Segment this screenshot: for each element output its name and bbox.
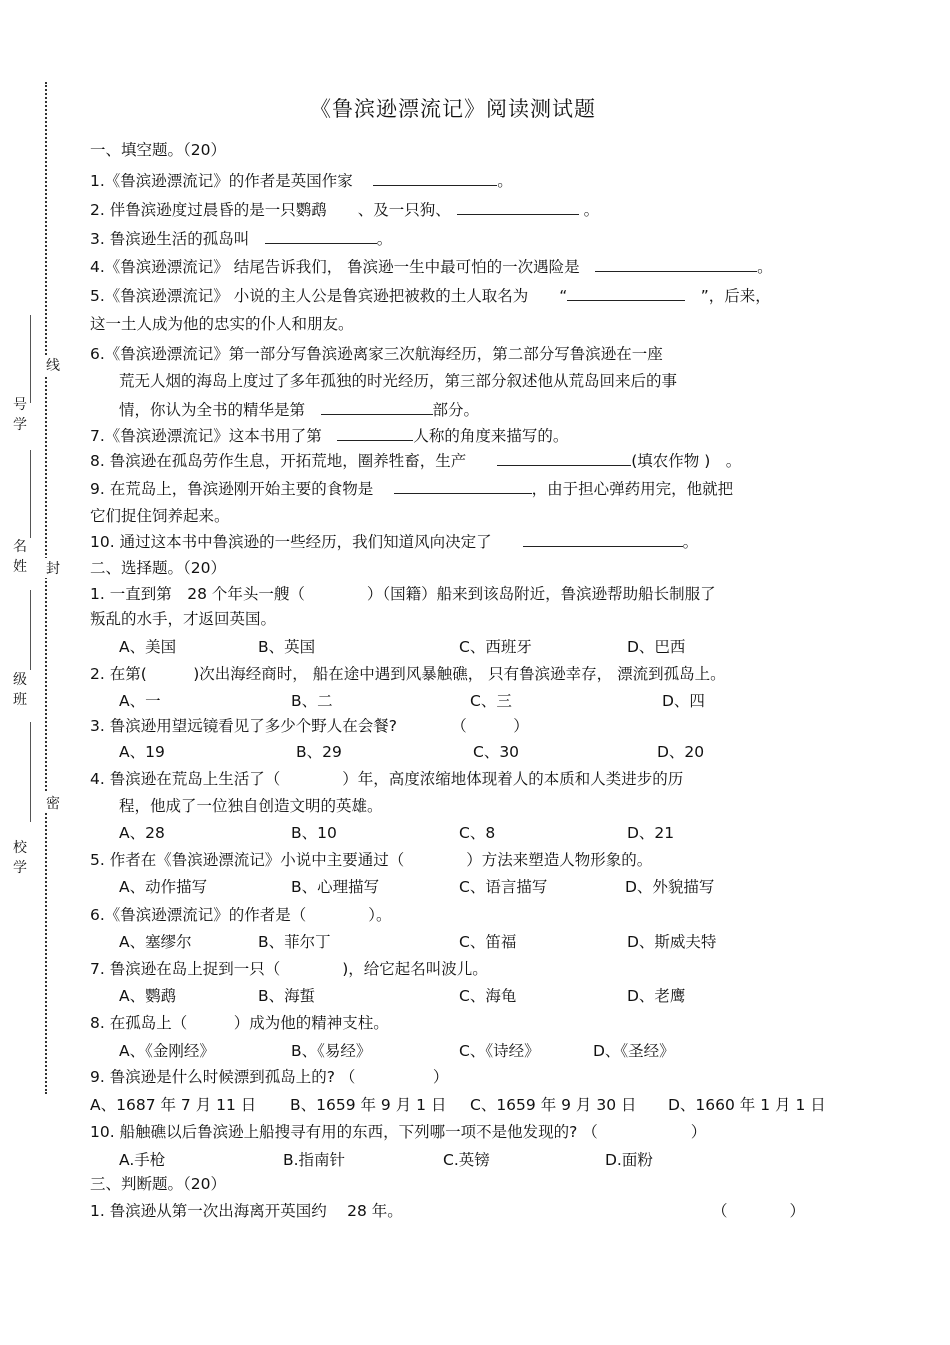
choice-option[interactable]: A、动作描写 (119, 878, 208, 896)
margin-line (30, 722, 31, 822)
choice-option[interactable]: C、30 (473, 743, 520, 761)
fill-question-1: 1.《鲁滨逊漂流记》的作者是英国作家 。 (90, 172, 513, 190)
margin-line (30, 590, 31, 670)
margin-label-student-id: 号 学 (13, 397, 27, 433)
choice-option[interactable]: D、老鹰 (627, 987, 686, 1005)
choice-option[interactable]: B.指南针 (283, 1151, 346, 1169)
fill-question-8: 8. 鲁滨逊在孤岛劳作生息，开拓荒地，圈养牲畜，生产 (填农作物 ) 。 (90, 452, 742, 470)
choice-option[interactable]: B、29 (296, 743, 342, 761)
section-heading-judgement: 三、判断题。（20） (90, 1175, 226, 1193)
choice-option[interactable]: A、《金刚经》 (119, 1042, 215, 1060)
choice-question-7: 7. 鲁滨逊在岛上捉到一只（ )，给它起名叫波儿。 (90, 960, 488, 978)
answer-blank[interactable] (497, 451, 631, 466)
choice-option[interactable]: C、《诗经》 (459, 1042, 540, 1060)
seal-char-line: 线 (44, 355, 62, 375)
fill-question-6-line2: 荒无人烟的海岛上度过了多年孤独的时光经历，第三部分叙述他从荒岛回来后的事 (119, 372, 678, 390)
choice-option[interactable]: B、菲尔丁 (258, 933, 331, 951)
binding-dotted-line (45, 82, 47, 1094)
answer-blank[interactable] (321, 400, 433, 415)
seal-char-seal: 封 (44, 558, 62, 578)
choice-option[interactable]: B、英国 (258, 638, 316, 656)
choice-option[interactable]: C、西班牙 (459, 638, 532, 656)
choice-option[interactable]: D、21 (627, 824, 675, 842)
choice-option[interactable]: C、海龟 (459, 987, 517, 1005)
margin-label-name: 名 姓 (13, 539, 27, 575)
choice-option[interactable]: B、海蜇 (258, 987, 316, 1005)
choice-option[interactable]: C.英镑 (443, 1151, 490, 1169)
choice-option[interactable]: D、外貌描写 (625, 878, 715, 896)
choice-option[interactable]: D、1660 年 1 月 1 日 (668, 1096, 826, 1114)
choice-question-1-line2: 叛乱的水手，才返回英国。 (90, 610, 277, 628)
fill-question-5-line2: 这一土人成为他的忠实的仆人和朋友。 (90, 315, 354, 333)
choice-option[interactable]: D、《圣经》 (593, 1042, 675, 1060)
judge-question-1: 1. 鲁滨逊从第一次出海离开英国约 28 年。 (90, 1202, 403, 1220)
choice-option[interactable]: A、鹦鹉 (119, 987, 177, 1005)
fill-question-3: 3. 鲁滨逊生活的孤岛叫 。 (90, 230, 393, 248)
choice-question-10: 10. 船触礁以后鲁滨逊上船搜寻有用的东西，下列哪一项不是他发现的? （ ） (90, 1123, 707, 1141)
choice-question-6: 6.《鲁滨逊漂流记》的作者是（ ）。 (90, 906, 392, 924)
choice-option[interactable]: A、1687 年 7 月 11 日 (90, 1096, 257, 1114)
margin-line (30, 450, 31, 538)
choice-option[interactable]: A、28 (119, 824, 165, 842)
choice-option[interactable]: B、二 (291, 692, 333, 710)
margin-label-class: 级 班 (13, 672, 27, 708)
choice-option[interactable]: A、一 (119, 692, 161, 710)
choice-question-4-line2: 程，他成了一位独自创造文明的英雄。 (119, 797, 383, 815)
page-title: 《鲁滨逊漂流记》阅读测试题 (310, 97, 596, 121)
choice-option[interactable]: C、语言描写 (459, 878, 548, 896)
margin-line (30, 315, 31, 403)
answer-blank[interactable] (595, 257, 757, 272)
fill-question-5: 5.《鲁滨逊漂流记》 小说的主人公是鲁宾逊把被救的土人取名为 “ ”，后来， (90, 287, 771, 305)
fill-question-2: 2. 伴鲁滨逊度过晨昏的是一只鹦鹉 、及一只狗、 。 (90, 201, 600, 219)
choice-question-2: 2. 在第( )次出海经商时， 船在途中遇到风暴触礁， 只有鲁滨逊幸存， 漂流到孤岛上。 (90, 665, 726, 683)
choice-option[interactable]: B、心理描写 (291, 878, 380, 896)
choice-option[interactable]: A、美国 (119, 638, 177, 656)
answer-blank[interactable] (373, 171, 497, 186)
choice-option[interactable]: A.手枪 (119, 1151, 166, 1169)
choice-question-8: 8. 在孤岛上（ ）成为他的精神支柱。 (90, 1014, 389, 1032)
choice-question-4-line1: 4. 鲁滨逊在荒岛上生活了（ ）年，高度浓缩地体现着人的本质和人类进步的历 (90, 770, 684, 788)
choice-option[interactable]: A、塞缪尔 (119, 933, 192, 951)
fill-question-4: 4.《鲁滨逊漂流记》 结尾告诉我们， 鲁滨逊一生中最可怕的一次遇险是 。 (90, 258, 773, 276)
answer-blank[interactable] (337, 426, 413, 441)
section-heading-choice: 二、选择题。（20） (90, 559, 226, 577)
fill-question-6-line1: 6.《鲁滨逊漂流记》第一部分写鲁滨逊离家三次航海经历，第二部分写鲁滨逊在一座 (90, 345, 663, 363)
choice-option[interactable]: D.面粉 (605, 1151, 653, 1169)
choice-option[interactable]: C、三 (470, 692, 512, 710)
section-heading-fill-blank: 一、填空题。（20） (90, 141, 226, 159)
choice-option[interactable]: C、1659 年 9 月 30 日 (470, 1096, 637, 1114)
choice-option[interactable]: C、8 (459, 824, 496, 842)
choice-option[interactable]: D、20 (657, 743, 705, 761)
answer-blank[interactable] (457, 200, 579, 215)
fill-question-9-line2: 它们捉住饲养起来。 (90, 507, 230, 525)
choice-option[interactable]: D、巴西 (627, 638, 686, 656)
choice-question-5: 5. 作者在《鲁滨逊漂流记》小说中主要通过（ ）方法来塑造人物形象的。 (90, 851, 653, 869)
answer-blank[interactable] (523, 532, 683, 547)
choice-option[interactable]: B、《易经》 (291, 1042, 372, 1060)
judge-answer-paren[interactable]: （ ） (712, 1202, 806, 1220)
fill-question-10: 10. 通过这本书中鲁滨逊的一些经历，我们知道风向决定了 。 (90, 533, 699, 551)
answer-blank[interactable] (394, 479, 532, 494)
seal-char-secret: 密 (44, 793, 62, 813)
choice-question-1-line1: 1. 一直到第 28 个年头一艘（ ）（国籍）船来到该岛附近，鲁滨逊帮助船长制服了 (90, 585, 716, 603)
choice-option[interactable]: C、笛福 (459, 933, 517, 951)
choice-question-3: 3. 鲁滨逊用望远镜看见了多少个野人在会餐? （ ） (90, 717, 529, 735)
choice-question-9: 9. 鲁滨逊是什么时候漂到孤岛上的? （ ） (90, 1068, 449, 1086)
choice-option[interactable]: D、四 (662, 692, 705, 710)
fill-question-6-line3: 情，你认为全书的精华是第 部分。 (119, 401, 480, 419)
answer-blank[interactable] (265, 229, 377, 244)
fill-question-7: 7.《鲁滨逊漂流记》这本书用了第 人称的角度来描写的。 (90, 427, 569, 445)
choice-option[interactable]: A、19 (119, 743, 165, 761)
fill-question-9: 9. 在荒岛上，鲁滨逊刚开始主要的食物是 ，由于担心弹药用完，他就把 (90, 480, 734, 498)
choice-option[interactable]: B、10 (291, 824, 337, 842)
answer-blank[interactable] (567, 286, 685, 301)
choice-option[interactable]: B、1659 年 9 月 1 日 (290, 1096, 447, 1114)
choice-option[interactable]: D、斯威夫特 (627, 933, 717, 951)
margin-label-school: 校 学 (13, 840, 27, 876)
